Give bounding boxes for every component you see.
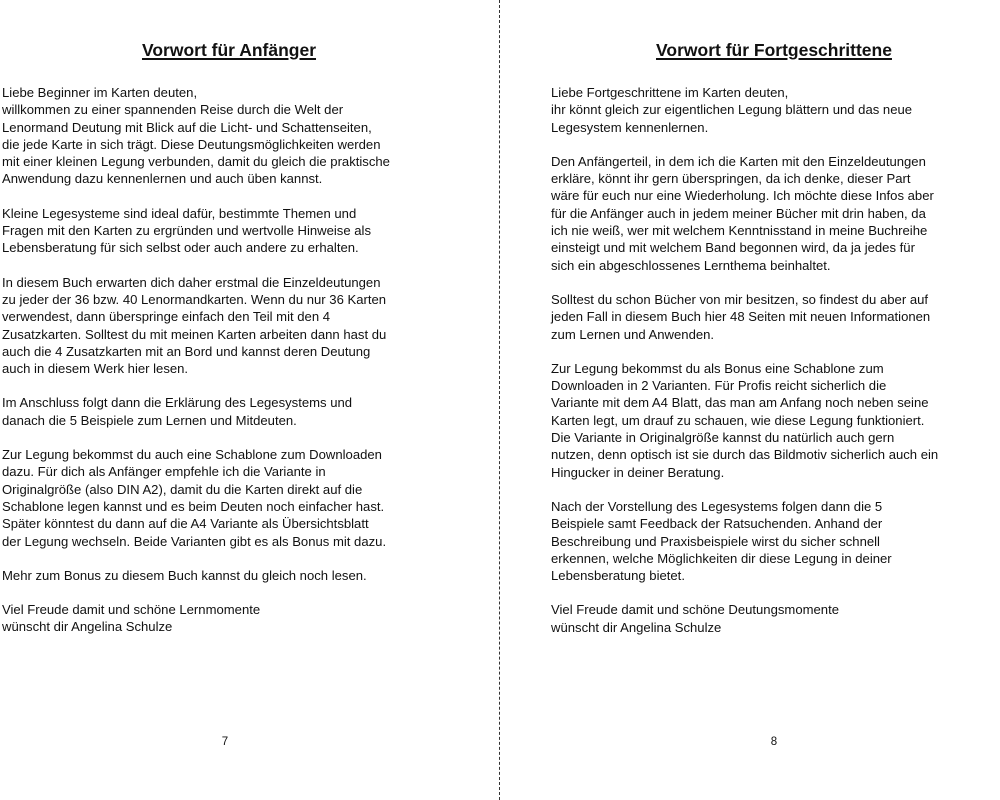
page-number: 7	[221, 736, 229, 748]
paragraph: Liebe Fortgeschrittene im Karten deuten, ihr könnt gleich zur eigentlichen Legung blättern und das neue Legesystem kennenlernen.	[551, 85, 913, 135]
signature-paragraph: Viel Freude damit und schöne Deutungsmomente wünscht dir Angelina Schulze	[551, 602, 839, 635]
page-divider	[499, 0, 500, 800]
page-title: Vorwort für Fortgeschrittene	[656, 40, 892, 60]
right-page	[551, 0, 997, 800]
signature-paragraph: Viel Freude damit und schöne Lernmomente wünscht dir Angelina Schulze	[2, 602, 261, 635]
page-title: Vorwort für Anfänger	[141, 40, 317, 60]
left-page	[2, 0, 462, 800]
paragraph: Nach der Vorstellung des Legesystems folgen dann die 5 Beispiele samt Feedback der Ratsuchenden. Anhand der Beschreibung und Praxisbeispiele wirst du sicher schnell erkennen, welche Möglichkeiten dir diese Legung in deiner Lebensberatung bietet.	[551, 498, 892, 584]
paragraph: Kleine Legesysteme sind ideal dafür, bestimmte Themen und Fragen mit den Karten zu ergründen und wertvolle Hinweise als Lebensberatung für sich selbst oder auch andere zu erhalten.	[2, 205, 372, 256]
page-body	[2, 84, 462, 653]
page-body	[551, 84, 997, 653]
paragraph: Solltest du schon Bücher von mir besitzen, so findest du aber auf jeden Fall in diesem Buch hier 48 Seiten mit neuen Informationen zum Lernen und Anwenden.	[551, 291, 931, 342]
paragraph: Zur Legung bekommst du auch eine Schablone zum Downloaden dazu. Für dich als Anfänger empfehle ich die Variante in Originalgröße (also DIN A2), damit du die Karten direkt auf die Schablone legen kannst und es beim Deuten noch einfacher hast. Später könntest du dann auf die A4 Variante als Übersichtsblatt der Legung wechseln. Beide Varianten gibt es als Bonus mit dazu.	[2, 447, 387, 549]
paragraph: Den Anfängerteil, in dem ich die Karten mit den Einzeldeutungen erkläre, könnt ihr gern überspringen, da ich denke, dieser Part wäre für euch nur eine Wiederholung. Ich möchte diese Infos aber für die Anfänger auch in jedem meiner Bücher mit drin haben, da ich nie weiß, wer mit welchem Kenntnisstand in meine Buchreihe einsteigt und mit welchem Band begonnen wird, da ja jedes für sich ein abgeschlossenes Lernthema beinhaltet.	[551, 153, 934, 273]
paragraph: Liebe Beginner im Karten deuten, willkommen zu einer spannenden Reise durch die Welt der Lenormand Deutung mit Blick auf die Licht- und Schattenseiten, die jede Karte in sich trägt. Diese Deutungsmöglichkeiten werden mit einer kleinen Legung verbunden, damit du gleich die praktische Anwendung dazu kennenlernen und auch üben kannst.	[2, 85, 390, 187]
page-number: 8	[770, 736, 778, 748]
paragraph: Zur Legung bekommst du als Bonus eine Schablone zum Downloaden in 2 Varianten. Für Profis reicht sicherlich die Variante mit dem A4 Blatt, das man am Anfang noch neben seine Karten legt, um drauf zu schauen, wie diese Legung funktioniert. Die Variante in Originalgröße kannst du natürlich auch gern nutzen, denn optisch ist sie durch das Bildmotiv sicherlich auch ein Hingucker in deiner Beratung.	[551, 360, 939, 480]
paragraph: Im Anschluss folgt dann die Erklärung des Legesystems und danach die 5 Beispiele zum Lernen und Mitdeuten.	[2, 395, 353, 428]
paragraph: Mehr zum Bonus zu diesem Buch kannst du gleich noch lesen.	[2, 567, 367, 583]
paragraph: In diesem Buch erwarten dich daher erstmal die Einzeldeutungen zu jeder der 36 bzw. 40 Lenormandkarten. Wenn du nur 36 Karten verwendest, dann überspringe einfach den Teil mit den 4 Zusatzkarten. Solltest du mit meinen Karten arbeiten dann hast du auch die 4 Zusatzkarten mit an Bord und kannst deren Deutung auch in diesem Werk hier lesen.	[2, 274, 387, 377]
